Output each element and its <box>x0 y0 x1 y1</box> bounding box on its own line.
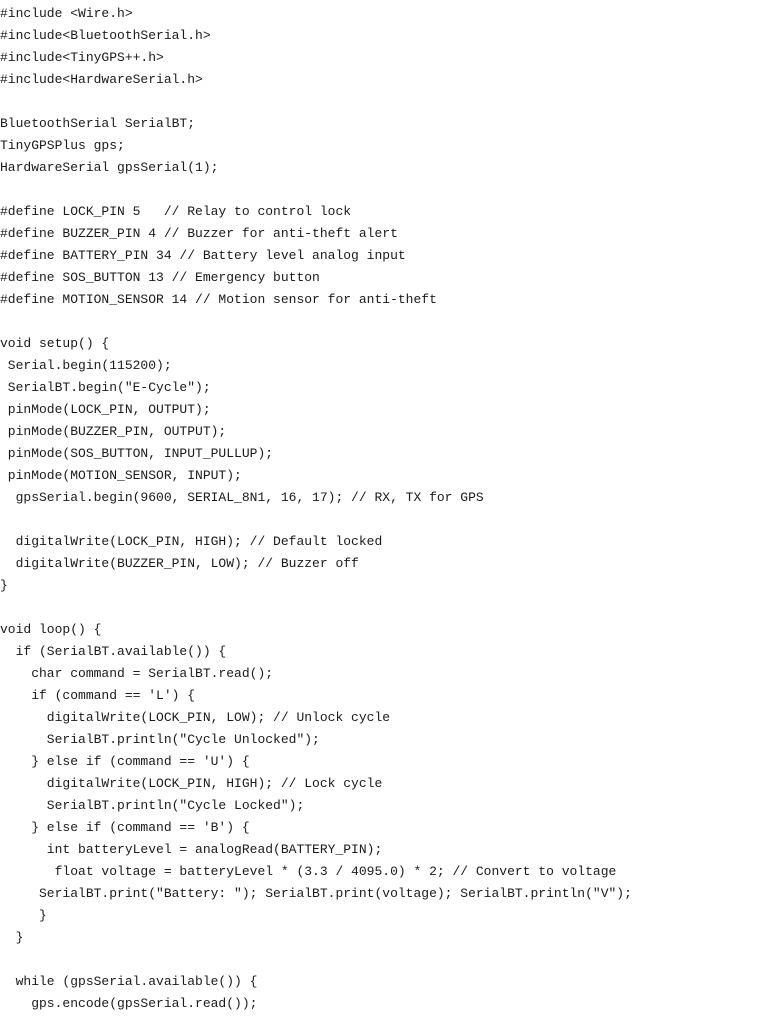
code-line: Serial.begin(115200); <box>0 358 172 373</box>
code-line: digitalWrite(LOCK_PIN, LOW); // Unlock cycle <box>0 710 391 725</box>
code-line: } <box>0 930 24 945</box>
code-line: #define BATTERY_PIN 34 // Battery level analog input <box>0 248 406 263</box>
code-line: if (command == 'L') { <box>0 688 196 703</box>
code-line: while (gpsSerial.available()) { <box>0 974 258 989</box>
code-line: } else if (command == 'B') { <box>0 820 250 835</box>
code-line: gpsSerial.begin(9600, SERIAL_8N1, 16, 17); // RX, TX for GPS <box>0 490 484 505</box>
code-line: pinMode(BUZZER_PIN, OUTPUT); <box>0 424 227 439</box>
code-line: } else if (command == 'U') { <box>0 754 250 769</box>
code-line: int batteryLevel = analogRead(BATTERY_PIN); <box>0 842 383 857</box>
code-line: gps.encode(gpsSerial.read()); <box>0 996 258 1011</box>
code-line: SerialBT.begin("E-Cycle"); <box>0 380 211 395</box>
code-line: #include <Wire.h> <box>0 6 133 21</box>
code-line: char command = SerialBT.read(); <box>0 666 274 681</box>
code-line: void setup() { <box>0 336 110 351</box>
code-line: HardwareSerial gpsSerial(1); <box>0 160 219 175</box>
code-line: SerialBT.print("Battery: "); SerialBT.print(voltage); SerialBT.println("V"); <box>0 886 632 901</box>
code-line: #include<TinyGPS++.h> <box>0 50 164 65</box>
code-line: #include<BluetoothSerial.h> <box>0 28 211 43</box>
code-line: SerialBT.println("Cycle Locked"); <box>0 798 305 813</box>
code-line: BluetoothSerial SerialBT; <box>0 116 196 131</box>
code-line: pinMode(MOTION_SENSOR, INPUT); <box>0 468 242 483</box>
code-line: digitalWrite(BUZZER_PIN, LOW); // Buzzer off <box>0 556 359 571</box>
code-line: } <box>0 908 47 923</box>
code-line: void loop() { <box>0 622 102 637</box>
code-line: pinMode(LOCK_PIN, OUTPUT); <box>0 402 211 417</box>
code-line: if (SerialBT.available()) { <box>0 644 227 659</box>
code-line: digitalWrite(LOCK_PIN, HIGH); // Default locked <box>0 534 383 549</box>
code-line: pinMode(SOS_BUTTON, INPUT_PULLUP); <box>0 446 274 461</box>
code-line: #define SOS_BUTTON 13 // Emergency button <box>0 270 320 285</box>
code-line: #define BUZZER_PIN 4 // Buzzer for anti-theft alert <box>0 226 398 241</box>
code-line: TinyGPSPlus gps; <box>0 138 125 153</box>
code-line: float voltage = batteryLevel * (3.3 / 4095.0) * 2; // Convert to voltage <box>0 864 617 879</box>
code-line: SerialBT.println("Cycle Unlocked"); <box>0 732 320 747</box>
code-line: #define LOCK_PIN 5 // Relay to control lock <box>0 204 352 219</box>
code-line: digitalWrite(LOCK_PIN, HIGH); // Lock cycle <box>0 776 383 791</box>
code-line: } <box>0 578 8 593</box>
code-line: #define MOTION_SENSOR 14 // Motion sensor for anti-theft <box>0 292 437 307</box>
code-line: #include<HardwareSerial.h> <box>0 72 203 87</box>
